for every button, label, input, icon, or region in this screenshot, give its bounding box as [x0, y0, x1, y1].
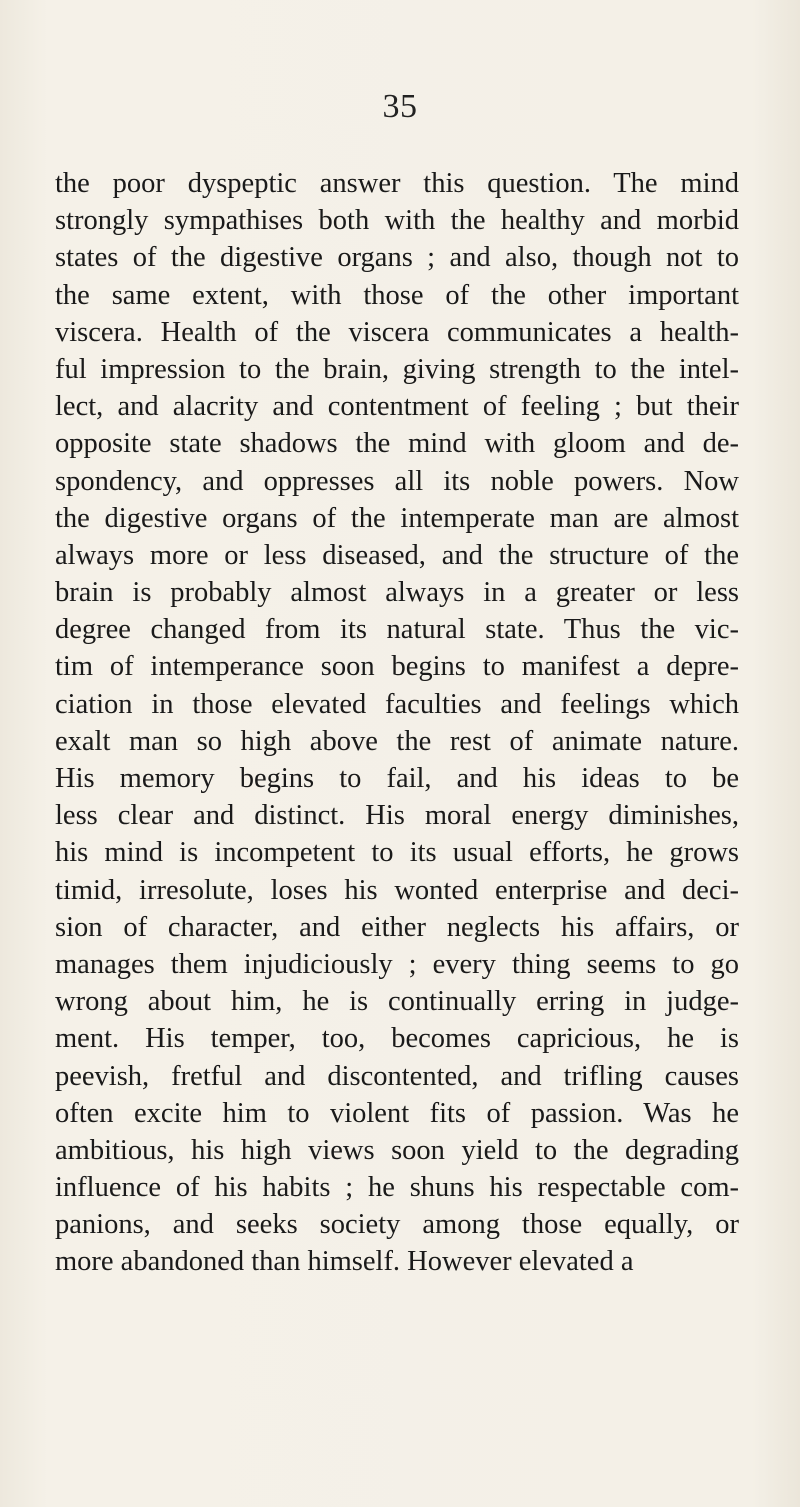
text-line: spondency, and oppresses all its noble powers. Now: [55, 465, 739, 497]
page-number: 35: [382, 88, 418, 125]
text-line: brain is probably almost always in a greater or less: [55, 577, 739, 609]
text-line: ment. His temper, too, becomes capricious, he is: [55, 1023, 739, 1055]
text-line: timid, irresolute, loses his wonted enterprise and deci-: [55, 874, 739, 906]
text-line: wrong about him, he is continually erring in judge-: [55, 986, 739, 1018]
text-line: ful impression to the brain, giving strength to the intel-: [55, 353, 739, 385]
text-line: ciation in those elevated faculties and feelings which: [55, 688, 739, 720]
text-line: exalt man so high above the rest of animate nature.: [55, 725, 739, 757]
text-line: always more or less diseased, and the structure of the: [55, 539, 739, 571]
text-line: strongly sympathises both with the healthy and morbid: [55, 205, 739, 237]
text-line: opposite state shadows the mind with gloom and de-: [55, 428, 739, 460]
text-line: the poor dyspeptic answer this question. The mind: [55, 168, 739, 199]
text-line: panions, and seeks society among those equally, or: [55, 1209, 739, 1241]
body-text: [55, 165, 739, 1281]
text-line: the digestive organs of the intemperate man are almost: [55, 502, 739, 534]
text-line: tim of intemperance soon begins to manifest a depre-: [55, 651, 739, 683]
text-line: viscera. Health of the viscera communicates a health-: [55, 316, 739, 348]
text-line: ambitious, his high views soon yield to the degrading: [55, 1134, 739, 1166]
text-line: manages them injudiciously ; every thing seems to go: [55, 948, 739, 980]
text-line: states of the digestive organs ; and also, though not to: [55, 242, 739, 274]
text-line: often excite him to violent fits of passion. Was he: [55, 1097, 739, 1129]
text-line: less clear and distinct. His moral energy diminishes,: [55, 800, 739, 832]
text-line: His memory begins to fail, and his ideas to be: [55, 763, 739, 794]
text-line: peevish, fretful and discontented, and trifling causes: [55, 1060, 739, 1092]
text-line: his mind is incompetent to its usual efforts, he grows: [55, 837, 739, 869]
text-line: lect, and alacrity and contentment of feeling ; but their: [55, 391, 739, 423]
text-line: influence of his habits ; he shuns his respectable com-: [55, 1172, 739, 1204]
text-line: the same extent, with those of the other important: [55, 279, 739, 311]
text-line: degree changed from its natural state. Thus the vic-: [55, 614, 739, 646]
text-line: more abandoned than himself. However elevated a: [55, 1246, 634, 1278]
text-line: sion of character, and either neglects his affairs, or: [55, 911, 739, 943]
